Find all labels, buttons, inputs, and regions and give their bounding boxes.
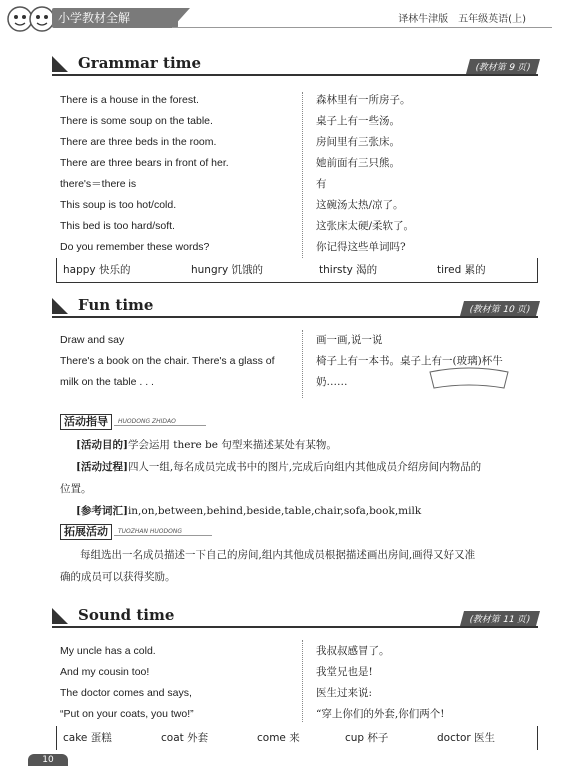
sentence-row (60, 92, 540, 108)
english-text: This soup is too hot/cold. (60, 199, 177, 211)
book-edition-label: 译林牛津版 五年级英语(上) (398, 14, 526, 25)
vocab-item: cake 蛋糕 (63, 732, 112, 744)
chinese-text: 桌子上有一些汤。 (316, 115, 400, 127)
chinese-text: 有 (316, 178, 327, 190)
chinese-text: 我堂兄也是! (316, 666, 373, 678)
extension-text: 每组选出一名成员描述一下自己的房间,组内其他成员根据描述画出房间,画得又好又准 (80, 549, 476, 561)
english-text: Do you remember these words? (60, 241, 210, 253)
sentence-row (60, 134, 540, 150)
process-text-cont: 位置。 (60, 483, 92, 495)
english-text: There are three bears in front of her. (60, 157, 229, 169)
chinese-text: 森林里有一所房子。 (316, 94, 411, 106)
activity-guide-body (60, 434, 540, 522)
english-text: There's a book on the chair. There's a glass of (60, 355, 275, 367)
banner-slant (172, 8, 190, 28)
sentence-row (60, 155, 540, 171)
english-text: There are three beds in the room. (60, 136, 217, 148)
tag-pinyin: HUODONG ZHIDAO (114, 418, 206, 426)
extension-activity-tag (60, 524, 212, 540)
english-text: This bed is too hard/soft. (60, 220, 175, 232)
tag-pinyin: TUOZHAN HUODONG (114, 528, 212, 536)
textbook-page-ref: (教材第 9 页) (466, 59, 541, 74)
vocab-item: come 来 (257, 732, 300, 744)
extension-activity-body (60, 544, 540, 588)
chinese-text: 画一画,说一说 (316, 334, 383, 346)
triangle-icon (52, 608, 68, 624)
textbook-page-ref: (教材第 11 页) (460, 611, 540, 626)
sentence-row (60, 239, 540, 255)
sentence-row (60, 664, 540, 680)
page-header (0, 0, 566, 32)
vocab-box (56, 258, 538, 283)
section-rule (52, 316, 538, 318)
textbook-page-ref: (教材第 10 页) (460, 301, 540, 316)
chinese-text: 奶…… (316, 376, 348, 388)
sentence-row (60, 332, 540, 348)
english-text: There is some soup on the table. (60, 115, 213, 127)
vocab-box (56, 726, 538, 750)
english-text: There is a house in the forest. (60, 94, 199, 106)
sentence-row (60, 685, 540, 701)
extension-text-cont: 确的成员可以获得奖励。 (60, 571, 176, 583)
process-text: 四人一组,每名成员完成书中的图片,完成后向组内其他成员介绍房间内物品的 (127, 461, 482, 473)
sentence-row (60, 706, 540, 722)
section-title-grammar (48, 54, 538, 76)
english-text: My uncle has a cold. (60, 645, 156, 657)
section-rule (52, 626, 538, 628)
seal-stamp-icon (426, 364, 512, 398)
sentence-row (60, 197, 540, 213)
english-text: Draw and say (60, 334, 125, 346)
section-heading: Sound time (78, 606, 175, 624)
chinese-text: 医生过来说: (316, 687, 373, 699)
english-text: there's＝there is (60, 178, 137, 190)
page-number: 10 (28, 754, 68, 766)
vocab-item: coat 外套 (161, 732, 209, 744)
section-title-sound (48, 606, 538, 628)
sentence-row (60, 218, 540, 234)
chinese-text: 房间里有三张床。 (316, 136, 400, 148)
section-rule (52, 74, 538, 76)
chinese-text: 我叔叔感冒了。 (316, 645, 390, 657)
vocab-item: thirsty 渴的 (319, 264, 378, 276)
english-text: The doctor comes and says, (60, 687, 192, 699)
vocab-item: cup 杯子 (345, 732, 389, 744)
chinese-text: “穿上你们的外套,你们两个! (316, 708, 445, 720)
sentence-row (60, 113, 540, 129)
sentence-row (60, 176, 540, 192)
tag-label: 拓展活动 (60, 524, 112, 540)
triangle-icon (52, 298, 68, 314)
vocab-item: doctor 医生 (437, 732, 496, 744)
activity-goal (60, 434, 540, 456)
activity-process (60, 456, 540, 478)
activity-guide-tag (60, 414, 206, 430)
process-label: [活动过程] (76, 461, 128, 473)
goal-label: [活动目的] (76, 439, 128, 451)
words-label: [参考词汇] (76, 505, 128, 517)
tag-label: 活动指导 (60, 414, 112, 430)
sentence-row (60, 643, 540, 659)
chinese-text: 这张床太硬/柔软了。 (316, 220, 415, 232)
english-text: “Put on your coats, you two!” (60, 708, 194, 720)
english-text: milk on the table . . . (60, 376, 154, 388)
vocab-item: tired 累的 (437, 264, 486, 276)
book-series-banner: 小学教材全解 (52, 8, 178, 28)
section-heading: Fun time (78, 296, 154, 314)
vocab-item: happy 快乐的 (63, 264, 131, 276)
chinese-text: 她前面有三只熊。 (316, 157, 400, 169)
goal-text: 学会运用 there be 句型来描述某处有某物。 (127, 439, 337, 451)
words-text: in,on,between,behind,beside,table,chair,sofa,book,milk (127, 505, 422, 517)
header-rule (172, 27, 552, 28)
mascot-logo-icon (6, 2, 54, 36)
section-heading: Grammar time (78, 54, 202, 72)
vocab-item: hungry 饥饿的 (191, 264, 263, 276)
activity-words (60, 500, 540, 522)
english-text: And my cousin too! (60, 666, 150, 678)
chinese-text: 椅子上有一本书。桌子上有一(玻璃)杯牛 (316, 355, 503, 367)
section-title-fun (48, 296, 538, 318)
chinese-text: 这碗汤太热/凉了。 (316, 199, 404, 211)
triangle-icon (52, 56, 68, 72)
chinese-text: 你记得这些单词吗? (316, 241, 406, 253)
